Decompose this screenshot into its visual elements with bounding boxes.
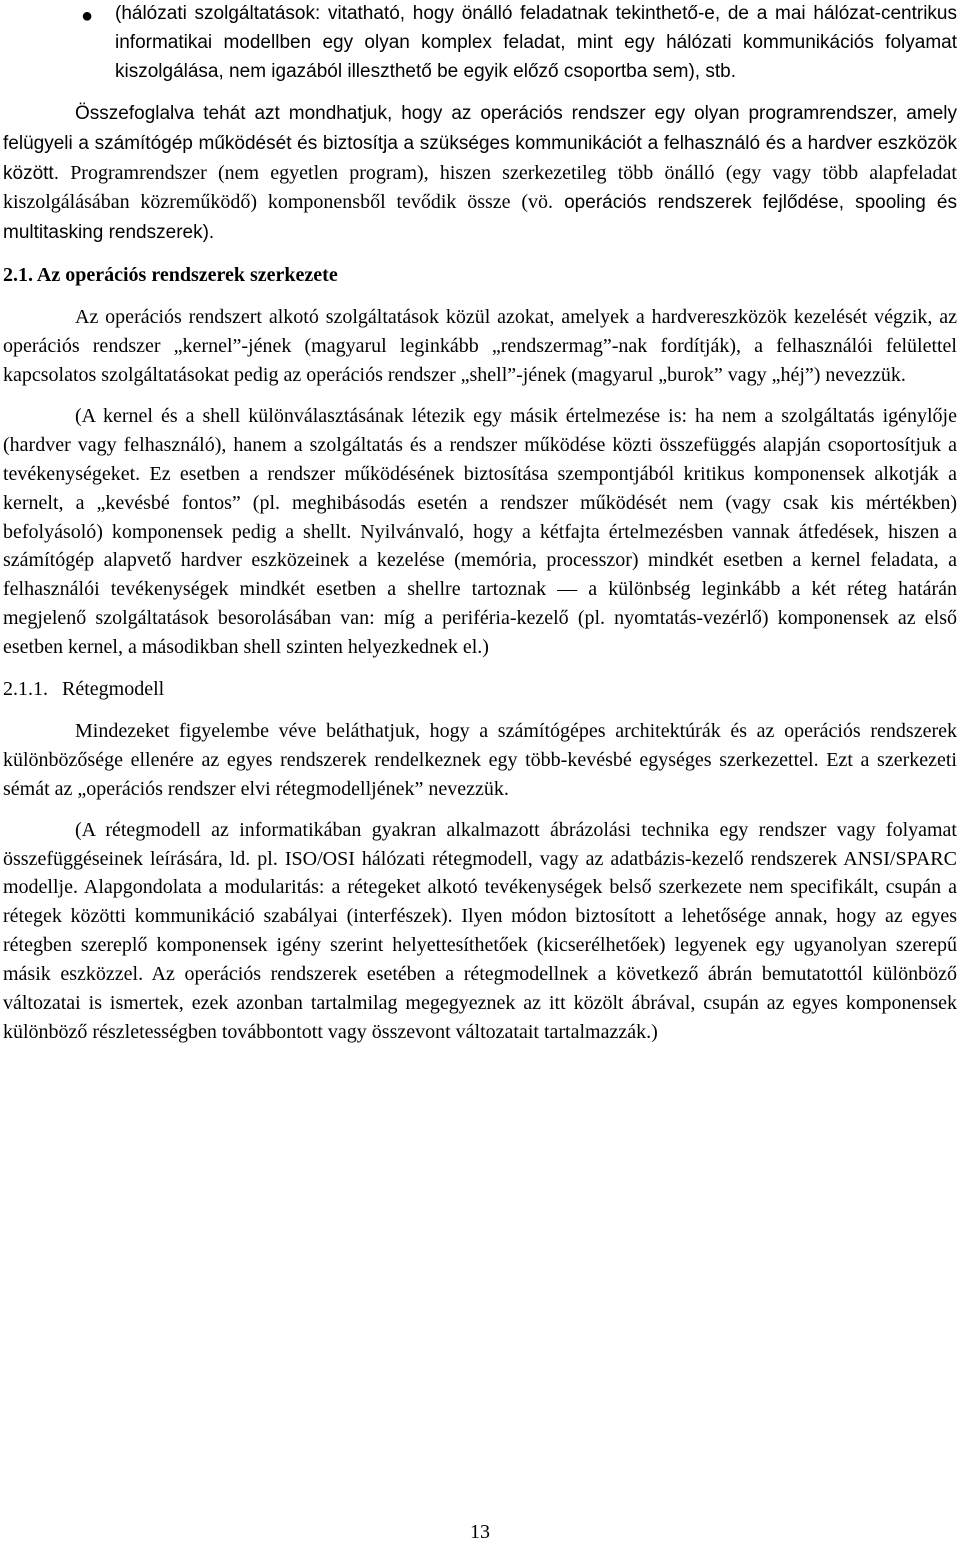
section-title: Az operációs rendszerek szerkezete [36,264,338,287]
paragraph-kernel-shell: Az operációs rendszert alkotó szolgáltatások közül azokat, amelyek a hardvereszközök kezelését végzik, az operációs rendszer „kernel”-jének (magyarul leginkább „rendszermag”-nak fordítják), a felhasználói felülettel kapcsolatos szolgáltatásokat pedig az operációs rendszer „shell”-jének (magyarul „burok” vagy „héj”) nevezzük. [3,306,957,386]
bullet-item [3,0,957,87]
summary-sans-text: Összefoglalva tehát azt mondhatjuk, hogy az operációs rendszer egy olyan programrendszer, amely felügyeli a számítógép működését és biztosítja a szükséges kommunikációt a felhasználó és a hardver eszközök között. [3,102,957,184]
bullet-icon: ● [80,5,94,27]
paragraph-layer-model: Mindezeket figyelembe véve beláthatjuk, hogy a számítógépes architektúrák és az operációs rendszerek különbözősége ellenére az egyes rendszerek rendelkeznek egy több-kevésbé egységes szerkezettel. Ezt a szerkezeti sémát az „operációs rendszer elvi rétegmodelljének” nevezzük. [3,719,957,800]
paragraph-kernel-alternative: (A kernel és a shell különválasztásának létezik egy másik értelmezése is: ha nem a szolgáltatás igénylője (hardver vagy felhasználó), hanem a szolgáltatás és a rendszer működése közti összefüggés alapján csoportosítjuk a tevékenységeket. Ez esetben a rendszer működésének biztosítása szempontjából kritikus komponensek alkotják a kernelt, a „kevésbé fontos” (pl. meghibásodás esetén a rendszer működését nem (vagy csak kis mértékben) befolyásoló) komponensek pedig a shellt. Nyilvánvaló, hogy a kétfajta értelmezésben vannak átfedések, hiszen a számítógép alapvető hardver eszközeinek a kezelése (memória, processzor) mindkét esetben a kernel feladata, a felhasználói tevékenységek mindkét esetben a shellre tartoznak — a különbség leginkább a két réteg határán megjelenő szolgáltatások besorolásában van: míg a periféria-kezelő (pl. nyomtatás-vezérlő) komponensek az első esetben kernel, a másodikban shell szinten helyezkednek el.) [3,404,957,659]
subsection-title: Rétegmodell [62,678,165,701]
bullet-text: (hálózati szolgáltatások: vitatható, hogy önálló feladatnak tekinthető-e, de a mai hálózat-centrikus informatikai modellben egy olyan komplex feladat, mint egy hálózati kommunikációs folyamat kiszolgálása, nem igazából illeszthető be egyik előző csoportba sem), stb. [115,3,957,82]
page-number: 13 [470,1521,490,1543]
summary-serif-text: Programrendszer (nem egyetlen program), hiszen szerkezetileg több önálló (egy vagy több alapfeladat kiszolgálásában közreműködő) komponensből tevődik össze (vö. [3,161,957,214]
paragraph-layer-model-note: (A rétegmodell az informatikában gyakran alkalmazott ábrázolási technika egy rendszer vagy folyamat összefüggéseinek leírására, ld. pl. ISO/OSI hálózati rétegmodell, vagy az adatbázis-kezelő rendszerek ANSI/SPARC modellje. Alapgondolata a modularitás: a rétegeket alkotó tevékenységek belső szerkezete nem specifikált, csupán a rétegek közötti kommunikáció szabályai (interfészek). Ilyen módon biztosított a lehetősége annak, hogy az egyes rétegben szereplő komponensek igény szerint helyettesíthetőek (kicserélhetőek) legyenek egy ugyanolyan szerepű másik eszközzel. Az operációs rendszerek esetében a rétegmodellnek a következő ábrán bemutatottól különböző változatai is ismertek, ezek azonban tartalmilag megegyeznek az itt közölt ábrával, csupán az egyes komponensek különböző részletességben továbbontott vagy összevont változatait tartalmazzák.) [3,818,957,1043]
summary-sans-tail: operációs rendszerek fejlődése, spooling és multitasking rendszerek). [3,192,957,244]
section-number: 2.1. [3,264,33,287]
section-heading [3,261,957,290]
subsection-number: 2.1.1. [3,678,48,701]
summary-paragraph [3,99,957,249]
subsection-heading [3,675,957,704]
